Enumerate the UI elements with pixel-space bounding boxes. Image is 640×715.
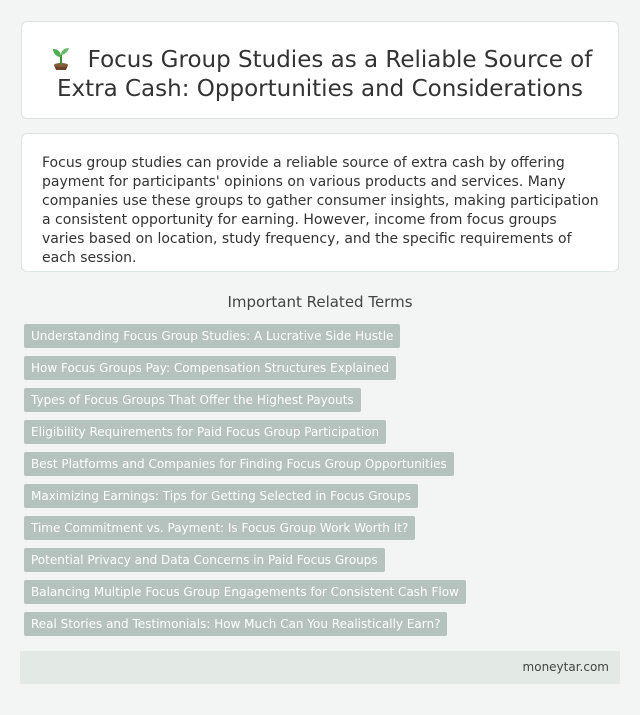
footer-site[interactable]: moneytar.com (522, 660, 609, 674)
term-tag[interactable]: Time Commitment vs. Payment: Is Focus Group Work Worth It? (24, 516, 415, 540)
sprout-icon (48, 44, 74, 70)
page-title (22, 44, 618, 104)
term-tag[interactable]: Maximizing Earnings: Tips for Getting Selected in Focus Groups (24, 484, 418, 508)
term-tag[interactable]: Balancing Multiple Focus Group Engagements for Consistent Cash Flow (24, 580, 466, 604)
term-tag[interactable]: Understanding Focus Group Studies: A Lucrative Side Hustle (24, 324, 400, 348)
term-tag[interactable]: Best Platforms and Companies for Finding Focus Group Opportunities (24, 452, 454, 476)
title-card (21, 21, 619, 119)
terms-heading: Important Related Terms (227, 293, 413, 311)
term-tag[interactable]: Eligibility Requirements for Paid Focus Group Participation (24, 420, 386, 444)
term-tag[interactable]: How Focus Groups Pay: Compensation Structures Explained (24, 356, 396, 380)
page-title-text: Focus Group Studies as a Reliable Source of Extra Cash: Opportunities and Considerations (56, 47, 593, 102)
intro-card (21, 133, 619, 272)
term-tag[interactable]: Types of Focus Groups That Offer the Highest Payouts (24, 388, 361, 412)
footer (20, 651, 620, 684)
term-tag[interactable]: Potential Privacy and Data Concerns in Paid Focus Groups (24, 548, 385, 572)
terms-list (24, 324, 466, 644)
term-tag[interactable]: Real Stories and Testimonials: How Much Can You Realistically Earn? (24, 612, 447, 636)
intro-paragraph: Focus group studies can provide a reliable source of extra cash by offering payment for participants' opinions on various products and services. Many companies use these groups to gather consumer insights, making participation a consistent opportunity for earning. However, income from focus groups varies based on location, study frequency, and the specific requirements of each session. (42, 155, 599, 266)
